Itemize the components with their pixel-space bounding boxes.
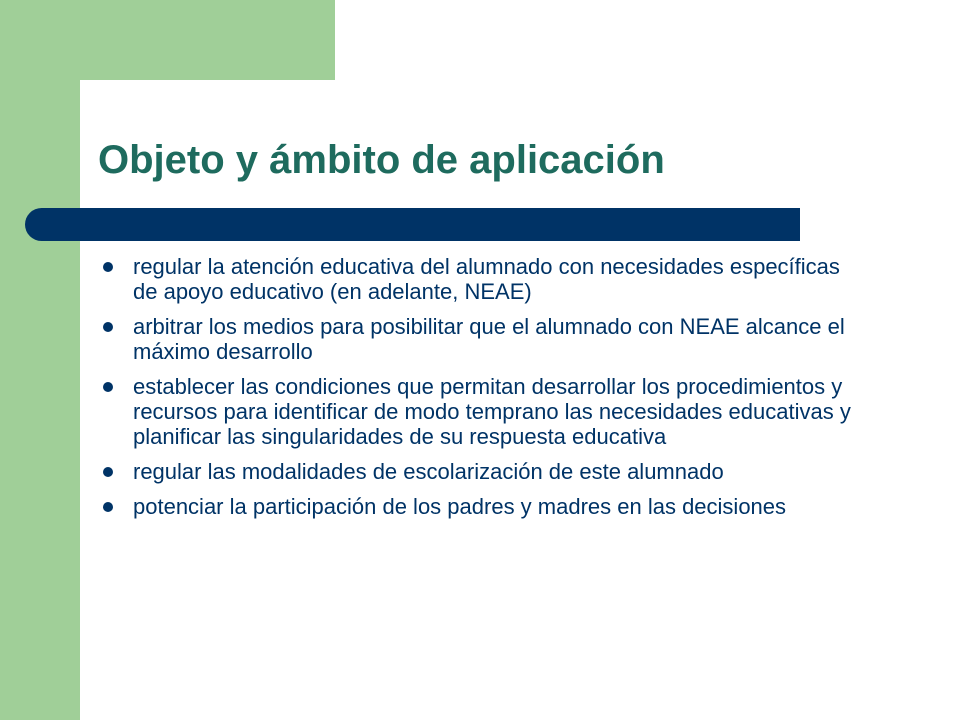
bullet-dot-icon — [103, 262, 113, 272]
bullet-item — [103, 314, 863, 364]
title-underline-bar — [25, 208, 800, 241]
bullet-dot-icon — [103, 467, 113, 477]
bullet-dot-icon — [103, 502, 113, 512]
bullet-text: regular las modalidades de escolarización de este alumnado — [133, 459, 724, 484]
bullet-text: regular la atención educativa del alumnado con necesidades específicas de apoyo educativo (en adelante, NEAE) — [133, 254, 840, 304]
bullet-item — [103, 459, 863, 484]
left-green-strip — [0, 0, 80, 720]
bullet-item — [103, 374, 863, 449]
bullet-text: arbitrar los medios para posibilitar que el alumnado con NEAE alcance el máximo desarrollo — [133, 314, 845, 364]
bullet-text: establecer las condiciones que permitan desarrollar los procedimientos y recursos para identificar de modo temprano las necesidades educativas y planificar las singularidades de su respuesta educativa — [133, 374, 851, 449]
bullet-dot-icon — [103, 382, 113, 392]
bullet-text: potenciar la participación de los padres y madres en las decisiones — [133, 494, 787, 519]
slide-title: Objeto y ámbito de aplicación — [98, 138, 665, 182]
bullet-list — [103, 254, 863, 529]
bullet-item — [103, 254, 863, 304]
bullet-item — [103, 494, 863, 519]
top-green-block — [80, 0, 335, 80]
bullet-dot-icon — [103, 322, 113, 332]
